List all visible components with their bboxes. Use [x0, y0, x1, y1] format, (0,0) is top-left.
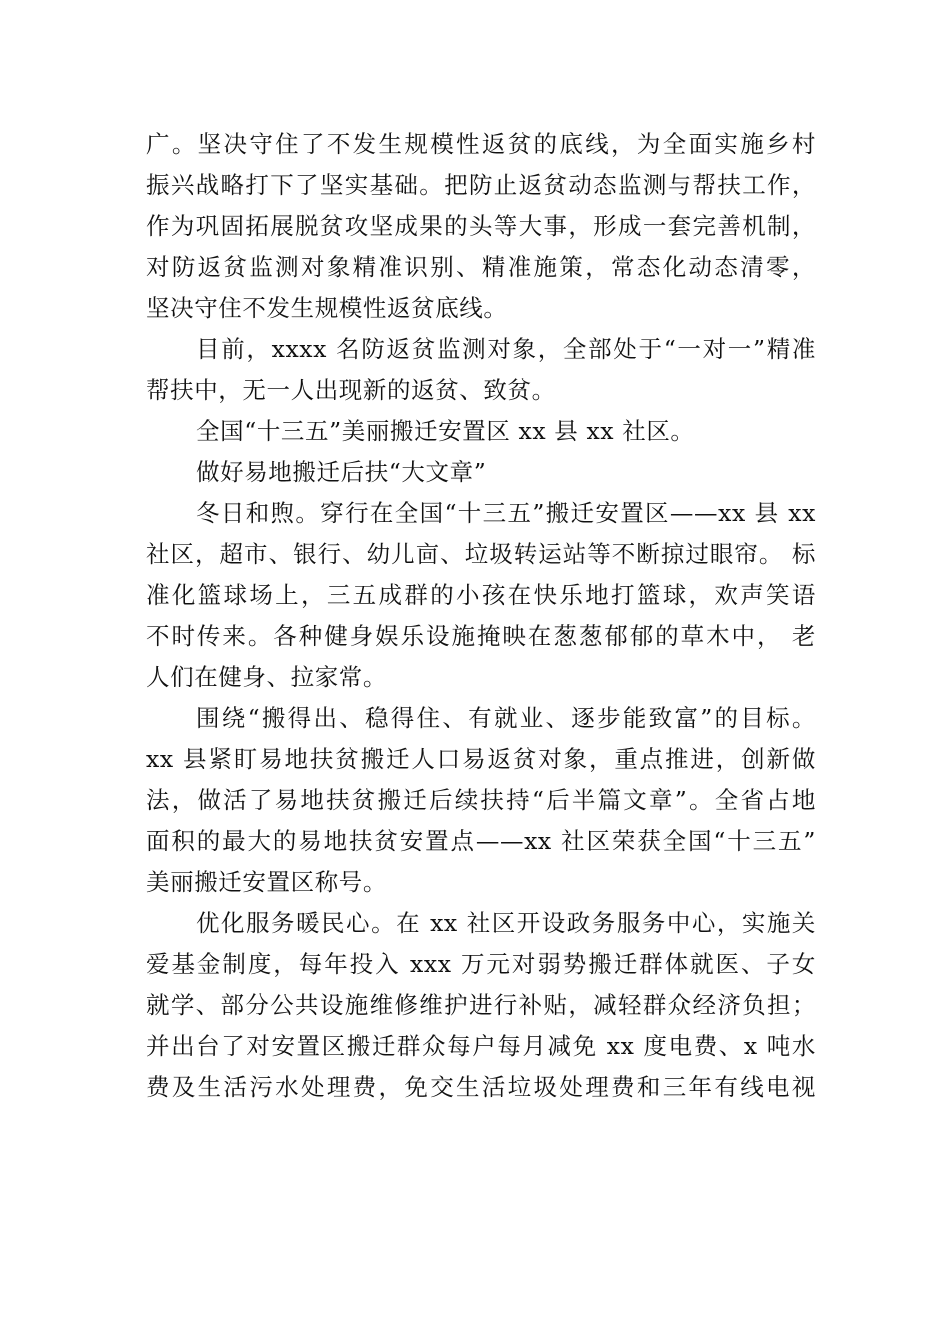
paragraph-first-line: 全国“十三五”美丽搬迁安置区 xx 县 xx 社区。	[196, 417, 695, 445]
text-line: 并出台了对安置区搬迁群众每户每月减免 xx 度电费、x 吨水	[146, 1032, 816, 1060]
paragraph-first-line: 优化服务暖民心。在 xx 社区开设政务服务中心，实施关	[196, 909, 816, 937]
text-line: 费及生活污水处理费，免交生活垃圾处理费和三年有线电视	[146, 1073, 816, 1101]
paragraph-first-line: 目前，xxxx 名防返贫监测对象，全部处于“一对一”精准	[196, 335, 816, 363]
text-line: xx 县紧盯易地扶贫搬迁人口易返贫对象，重点推进，创新做	[146, 745, 816, 773]
text-line: 面积的最大的易地扶贫安置点——xx 社区荣获全国“十三五”	[146, 827, 816, 855]
text-line: 就学、部分公共设施维修维护进行补贴，减轻群众经济负担；	[146, 991, 816, 1019]
paragraph-first-line: 围绕“搬得出、稳得住、有就业、逐步能致富”的目标。	[196, 704, 816, 732]
text-line: 对防返贫监测对象精准识别、精准施策，常态化动态清零，	[146, 253, 816, 281]
text-line: 振兴战略打下了坚实基础。把防止返贫动态监测与帮扶工作，	[146, 171, 816, 199]
text-line: 爱基金制度，每年投入 xxx 万元对弱势搬迁群体就医、子女	[146, 950, 816, 978]
text-line: 不时传来。各种健身娱乐设施掩映在葱葱郁郁的草木中， 老	[146, 622, 816, 650]
text-line: 法，做活了易地扶贫搬迁后续扶持“后半篇文章”。全省占地	[146, 786, 816, 814]
text-line: 准化篮球场上，三五成群的小孩在快乐地打篮球，欢声笑语	[146, 581, 816, 609]
section-heading: 做好易地搬迁后扶“大文章”	[196, 458, 487, 486]
paragraph-first-line: 冬日和煦。穿行在全国“十三五”搬迁安置区——xx 县 xx	[196, 499, 816, 527]
text-line: 美丽搬迁安置区称号。	[146, 868, 387, 896]
text-line: 社区，超市、银行、幼儿㐭、垃圾转运站等不断掠过眼帘。 标	[146, 540, 816, 568]
text-line: 作为巩固拓展脱贫攻坚成果的头等大事，形成一套完善机制，	[146, 212, 816, 240]
text-line: 坚决守住不发生规模性返贫底线。	[146, 294, 508, 322]
text-line: 人们在健身、拉家常。	[146, 663, 387, 691]
text-line: 帮扶中，无一人出现新的返贫、致贫。	[146, 376, 556, 404]
text-line: 广。坚决守住了不发生规模性返贫的底线，为全面实施乡村	[146, 130, 816, 158]
